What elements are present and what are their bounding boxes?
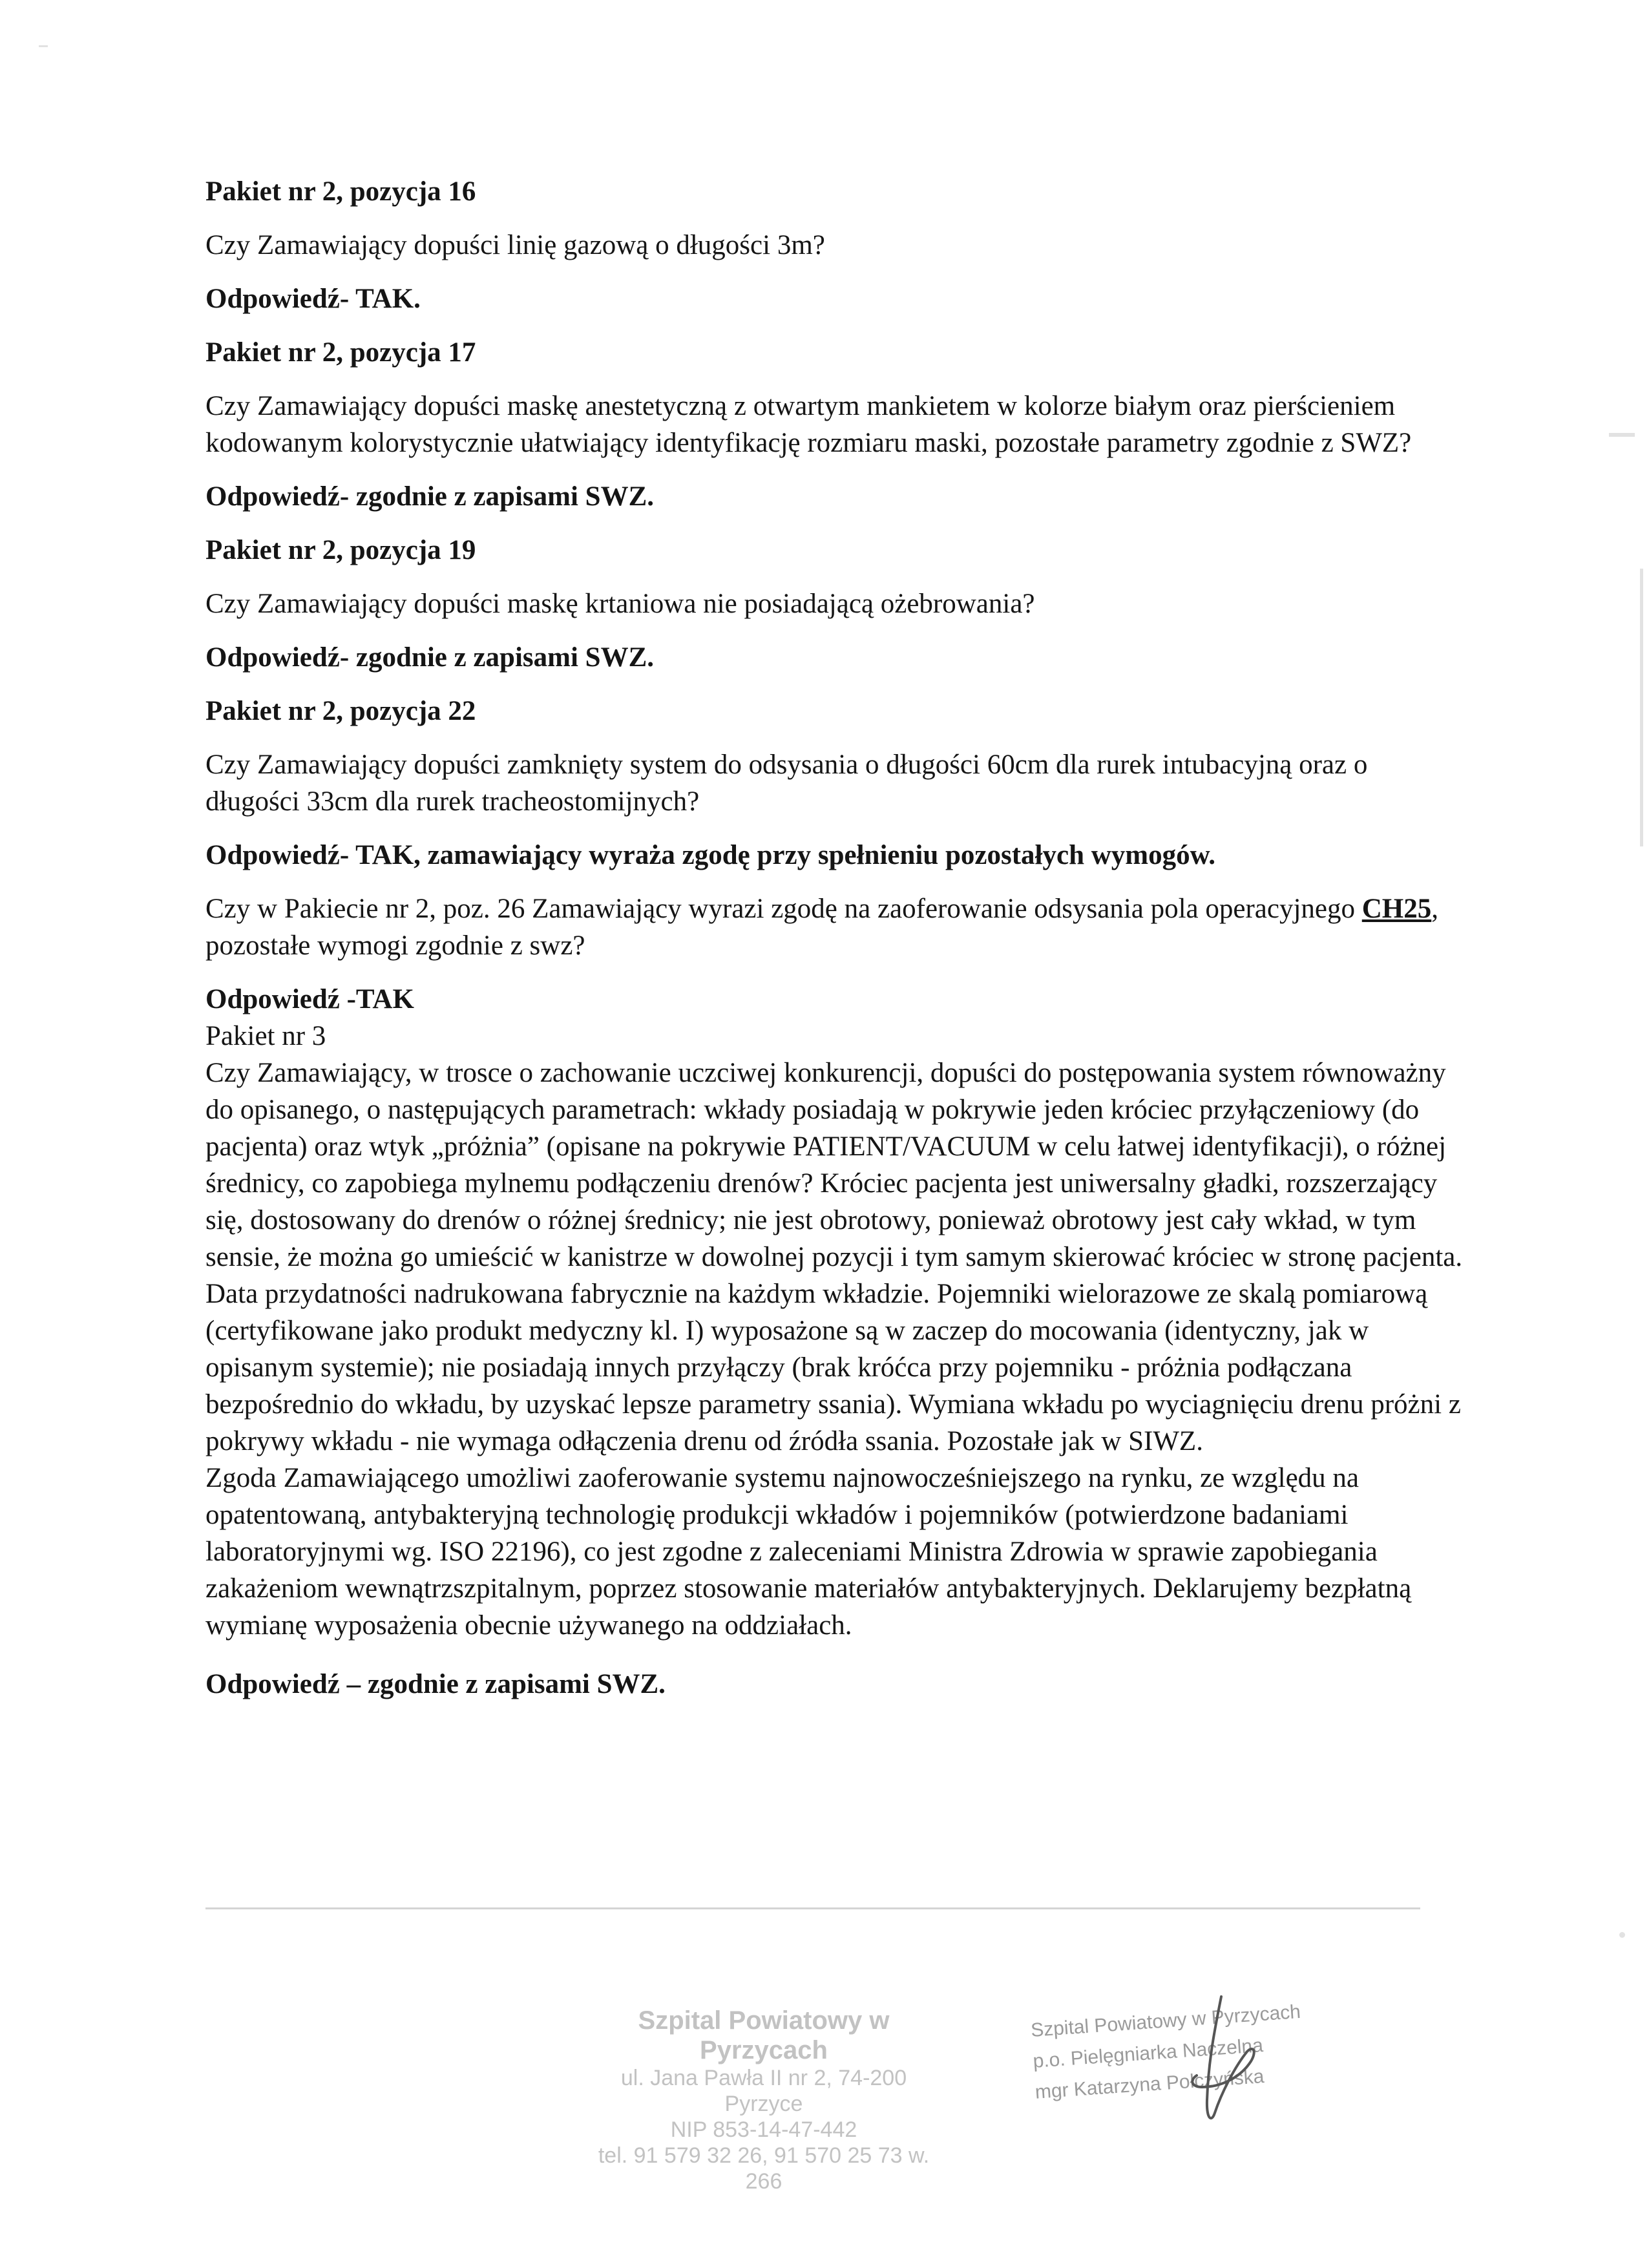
stamp-phone: tel. 91 579 32 26, 91 570 25 73 w. 266 [598,2143,930,2194]
scan-artifact [39,45,48,47]
section-heading: Pakiet nr 2, pozycja 19 [205,535,476,565]
section-heading-plain: Pakiet nr 3 [205,1021,326,1051]
question-text: Czy Zamawiający dopuści maskę krtaniowa nie posiadającą ożebrowania? [205,589,1035,619]
answer-text: Odpowiedź -TAK [205,984,414,1014]
answer-text: Odpowiedź – zgodnie z zapisami SWZ. [205,1669,666,1699]
answer-text: Odpowiedź- TAK, zamawiający wyraża zgodę przy spełnieniu pozostałych wymogów. [205,840,1216,870]
answer-text: Odpowiedź- zgodnie z zapisami SWZ. [205,642,655,673]
divider-line [205,1907,1420,1909]
signatory-role: p.o. Pielęgniarka Naczelna [1032,2035,1264,2072]
signatory-name: mgr Katarzyna Połczyńska [1034,2066,1265,2103]
stamp-title: Szpital Powiatowy w Pyrzycach [638,2006,890,2064]
question-text-part: , pozostałe wymogi zgodnie z swz? [205,894,1438,961]
stamp-address: ul. Jana Pawła II nr 2, 74-200 Pyrzyce [620,2066,907,2116]
stamp-nip: NIP 853-14-47-442 [670,2117,857,2142]
question-text: Czy Zamawiający dopuści maskę anestetyczną z otwartym mankietem w kolorze białym oraz pierścieniem kodowanym kolorystycznie ułatwiający identyfikację rozmiaru maski, pozostałe parametry zgodnie z SWZ? [205,391,1412,458]
answer-text: Odpowiedź- TAK. [205,284,421,314]
scan-artifact [1619,1932,1625,1938]
question-text: Zgoda Zamawiającego umożliwi zaoferowanie systemu najnowocześniejszego na rynku, ze względu na opatentowaną, antybakteryjną technologię produkcji wkładów i pojemników (potwierdzone badaniami laboratoryjnymi wg. ISO 22196), co jest zgodne z zaleceniami Ministra Zdrowia w sprawie zapobiegania zakażeniom wewnątrzszpitalnym, poprzez stosowanie materiałów antybakteryjnych. Deklarujemy bezpłatną wymianę wyposażenia obecnie używanego na oddziałach. [205,1463,1412,1641]
hospital-stamp [589,2006,938,2194]
section-heading: Pakiet nr 2, pozycja 22 [205,696,476,726]
answer-text: Odpowiedź- zgodnie z zapisami SWZ. [205,481,655,512]
section-heading: Pakiet nr 2, pozycja 17 [205,337,476,368]
document-body [205,173,1465,1703]
question-text: Czy Zamawiający dopuści zamknięty system do odsysania o długości 60cm dla rurek intubacyjną oraz o długości 33cm dla rurek tracheostomijnych? [205,750,1368,817]
question-text: Czy Zamawiający, w trosce o zachowanie uczciwej konkurencji, dopuści do postępowania system równoważny do opisanego, o następujących parametrach: wkłady posiadają w pokrywie jeden króciec przyłączeniowy (do pacjenta) oraz wtyk „próżnia” (opisane na pokrywie PATIENT/VACUUM w celu łatwej identyfikacji), o różnej średnicy, co zapobiega mylnemu podłączeniu drenów? Króciec pacjenta jest uniwersalny gładki, rozszerzający się, dostosowany do drenów o różnej średnicy; nie jest obrotowy, ponieważ obrotowy jest cały wkład, w tym sensie, że można go umieścić w kanistrze w dowolnej pozycji i tym samym skierować króciec w stronę pacjenta. Data przydatności nadrukowana fabrycznie na każdym wkładzie. Pojemniki wielorazowe ze skalą pomiarową (certyfikowane jako produkt medyczny kl. I) wyposażone są w zaczep do mocowania (identyczny, jak w opisanym systemie); nie posiadają innych przyłączy (brak króćca przy pojemniku - próżnia podłączana bezpośrednio do wkładu, by uzyskać lepsze parametry ssania). Wymiana wkładu po wyciagnięciu drenu próżni z pokrywy wkładu - nie wymaga odłączenia drenu od źródła ssania. Pozostałe jak w SIWZ. [205,1058,1463,1456]
scan-artifact [1609,433,1635,437]
underlined-code: CH25 [1361,894,1432,924]
scan-artifact [1640,569,1643,846]
section-heading: Pakiet nr 2, pozycja 16 [205,176,476,207]
question-text-part: Czy w Pakiecie nr 2, poz. 26 Zamawiający wyrazi zgodę na zaoferowanie odsysania pola operacyjnego [205,894,1362,924]
signature-icon [1124,1990,1305,2132]
signatory-institution: Szpital Powiatowy w Pyrzycach [1030,2000,1301,2041]
question-text: Czy Zamawiający dopuści linię gazową o długości 3m? [205,230,825,260]
question-text [205,890,1465,964]
